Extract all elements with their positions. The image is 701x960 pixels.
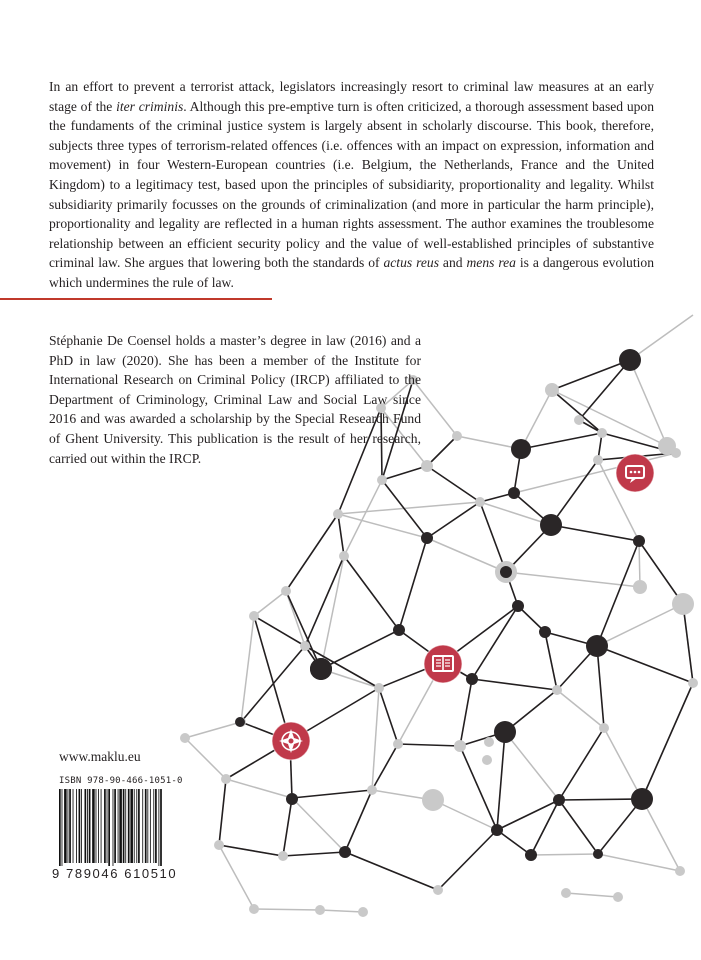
- network-edge: [345, 790, 372, 852]
- barcode-bar: [128, 789, 130, 863]
- network-edge: [345, 852, 438, 890]
- network-node: [339, 846, 351, 858]
- barcode-bar: [96, 789, 97, 863]
- barcode-bar: [130, 789, 133, 863]
- network-node: [574, 415, 584, 425]
- network-edge: [642, 799, 680, 871]
- network-edge: [551, 460, 598, 525]
- barcode-bar: [147, 789, 148, 863]
- barcode-bar: [101, 789, 102, 863]
- network-node: [421, 460, 433, 472]
- network-node: [593, 455, 603, 465]
- barcode-bar: [134, 789, 135, 863]
- network-node: [561, 888, 571, 898]
- compass-icon: [272, 722, 310, 760]
- network-edge: [552, 360, 630, 390]
- network-edge: [559, 799, 642, 800]
- network-edge: [480, 502, 551, 525]
- network-node: [511, 439, 531, 459]
- network-edge: [630, 360, 667, 446]
- barcode-bar: [118, 789, 119, 863]
- network-node: [545, 383, 559, 397]
- network-node: [494, 721, 516, 743]
- network-node: [512, 600, 524, 612]
- network-edge: [283, 798, 292, 856]
- network-edge: [506, 572, 640, 587]
- barcode-bar: [153, 789, 154, 863]
- network-edge: [683, 604, 693, 683]
- network-edge: [320, 910, 363, 912]
- network-node: [466, 673, 478, 685]
- network-edge: [559, 800, 598, 854]
- network-node: [249, 904, 259, 914]
- network-edge: [283, 852, 345, 856]
- barcode-bar: [73, 789, 74, 863]
- network-edge: [460, 679, 472, 746]
- network-edge: [286, 514, 338, 591]
- red-divider: [0, 298, 272, 300]
- network-edge: [241, 616, 254, 722]
- network-node: [475, 497, 485, 507]
- network-edge: [480, 502, 506, 572]
- barcode-bar: [62, 789, 63, 871]
- network-node: [421, 532, 433, 544]
- network-node: [688, 678, 698, 688]
- network-node: [278, 851, 288, 861]
- barcode-bar: [113, 789, 114, 871]
- network-node: [454, 740, 466, 752]
- network-edge: [344, 480, 382, 556]
- book-description: In an effort to prevent a terrorist attack, legislators increasingly resort to criminal law measures at an early stage of the iter criminis. Although this pre-emptive turn is often criticized, a thorough assessment based upon the fundaments of the criminal justice system is largely absent in scholarly discourse. This book, therefore, subjects three types of terrorism-related offences (i.e. offences with an impact on expression, information and movement) in four Western-European countries (i.e. Belgium, the Netherlands, France and the United Kingdom) to a legitimacy test, based upon the principles of subsidiarity, proportionality and legality. Whilst subsidiarity primarily focusses on the grounds of criminalization (and more in particular the harm principle), proportionality and legality are reflected in a human rights assessment. The author examines the troublesome relationship between an efficient security policy and the value of well-established principles of substantive criminal law. She argues that lowering both the standards of actus reus and mens rea is a dangerous evolution which undermines the rule of law.: [49, 79, 655, 290]
- network-node: [508, 487, 520, 499]
- network-node: [586, 635, 608, 657]
- network-node: [633, 580, 647, 594]
- network-edge: [427, 466, 480, 502]
- network-edge: [399, 538, 427, 630]
- network-node: [613, 892, 623, 902]
- chat-bubble-icon: [616, 454, 654, 492]
- network-edge: [566, 893, 618, 897]
- network-edge: [398, 744, 460, 746]
- network-edge: [321, 630, 399, 669]
- barcode-bar: [92, 789, 95, 863]
- network-edge: [497, 830, 531, 855]
- network-edge: [292, 798, 345, 852]
- network-node: [482, 755, 492, 765]
- network-edge: [604, 728, 642, 799]
- network-edge: [598, 854, 680, 871]
- network-edge: [427, 436, 457, 466]
- network-node: [281, 586, 291, 596]
- network-node: [553, 794, 565, 806]
- network-edge: [472, 679, 557, 690]
- network-node: [599, 723, 609, 733]
- network-edge: [427, 538, 506, 572]
- network-node: [525, 849, 537, 861]
- network-edge: [557, 690, 604, 728]
- barcode-bar: [87, 789, 88, 863]
- network-node: [540, 514, 562, 536]
- network-edge: [545, 632, 557, 690]
- network-node: [221, 774, 231, 784]
- barcode-bar: [150, 789, 151, 863]
- network-edge: [372, 744, 398, 790]
- network-node: [675, 866, 685, 876]
- network-edge: [497, 732, 505, 830]
- network-node: [484, 737, 494, 747]
- network-edge: [344, 556, 399, 630]
- network-edge: [472, 606, 518, 679]
- barcode-bar: [123, 789, 125, 863]
- author-bio: Stéphanie De Coensel holds a master’s degree in law (2016) and a PhD in law (2020). She has been a member of the Institute for International Research on Criminal Policy (IRCP) affiliated to the Department of Criminology, Criminal Law and Social Law since 2016 and was awarded a scholarship by the Special Research Fund of Ghent University. This publication is the result of her research, carried out within the IRCP.: [49, 333, 421, 466]
- network-node: [249, 611, 259, 621]
- network-edge: [379, 688, 398, 744]
- barcode-bar: [119, 789, 122, 863]
- network-node: [235, 717, 245, 727]
- network-node: [180, 733, 190, 743]
- barcode-bar: [64, 789, 67, 863]
- network-edge: [597, 646, 693, 683]
- network-node: [491, 824, 503, 836]
- network-node: [672, 593, 694, 615]
- barcode-bar: [158, 789, 159, 871]
- network-node: [377, 475, 387, 485]
- network-edge: [630, 315, 693, 360]
- barcode: [57, 789, 182, 871]
- network-edge: [254, 591, 286, 616]
- barcode-bar: [108, 789, 110, 871]
- barcode-bar: [160, 789, 162, 871]
- network-node: [367, 785, 377, 795]
- network-edge: [338, 502, 480, 514]
- network-node: [358, 907, 368, 917]
- network-node: [671, 448, 681, 458]
- network-node: [339, 551, 349, 561]
- barcode-bar: [68, 789, 69, 863]
- network-node: [315, 905, 325, 915]
- network-node: [597, 428, 607, 438]
- network-node: [333, 509, 343, 519]
- network-edge: [226, 779, 292, 798]
- barcode-bar: [76, 789, 77, 863]
- network-node: [631, 788, 653, 810]
- network-edge: [427, 502, 480, 538]
- barcode-bar: [145, 789, 147, 863]
- network-edge: [219, 845, 254, 909]
- network-edge: [642, 683, 693, 799]
- barcode-bar: [155, 789, 157, 863]
- book-icon: [424, 645, 462, 683]
- barcode-bar: [59, 789, 61, 871]
- barcode-bar: [104, 789, 106, 863]
- network-edge: [552, 390, 667, 446]
- barcode-bar: [114, 789, 116, 863]
- network-edge: [338, 514, 427, 538]
- network-node: [593, 849, 603, 859]
- network-node: [619, 349, 641, 371]
- network-edge: [219, 845, 283, 856]
- network-edge: [497, 800, 559, 830]
- barcode-bar: [136, 789, 137, 863]
- network-node: [500, 566, 512, 578]
- publisher-website[interactable]: www.maklu.eu: [59, 749, 141, 764]
- network-edge: [292, 790, 372, 798]
- network-edge: [219, 779, 226, 845]
- network-edge: [551, 525, 639, 541]
- network-node: [552, 685, 562, 695]
- network-edge: [254, 909, 320, 910]
- network-edge: [597, 541, 639, 646]
- network-edge: [338, 514, 344, 556]
- barcode-bar: [98, 789, 99, 863]
- network-edge: [597, 646, 604, 728]
- network-edge: [597, 604, 683, 646]
- barcode-bar: [69, 789, 71, 863]
- network-node: [374, 683, 384, 693]
- network-edge: [372, 688, 379, 790]
- isbn-label: ISBN 978-90-466-1051-0: [59, 776, 183, 786]
- network-node: [433, 885, 443, 895]
- barcode-bar: [79, 789, 81, 863]
- network-edge: [321, 556, 344, 669]
- network-node: [633, 535, 645, 547]
- network-node: [393, 739, 403, 749]
- barcode-bar: [138, 789, 140, 863]
- network-edge: [639, 541, 683, 604]
- network-edge: [286, 591, 321, 669]
- network-node: [286, 793, 298, 805]
- network-node: [539, 626, 551, 638]
- network-edge: [305, 556, 344, 646]
- network-node: [310, 658, 332, 680]
- network-edge: [531, 854, 598, 855]
- network-node: [452, 431, 462, 441]
- network-edge: [531, 800, 559, 855]
- network-edge: [185, 738, 226, 779]
- network-edge: [438, 830, 497, 890]
- network-node: [214, 840, 224, 850]
- network-node: [422, 789, 444, 811]
- barcode-bar: [89, 789, 91, 863]
- barcode-number: 9 789046 610510: [52, 866, 178, 881]
- network-node: [300, 641, 310, 651]
- network-edge: [505, 732, 559, 800]
- network-node: [393, 624, 405, 636]
- barcode-bar: [142, 789, 143, 863]
- barcode-bar: [85, 789, 87, 863]
- network-edge: [185, 722, 241, 738]
- barcode-bar: [125, 789, 126, 863]
- barcode-bar: [107, 789, 108, 863]
- network-edge: [521, 433, 602, 449]
- barcode-bar: [81, 789, 82, 863]
- network-edge: [559, 728, 604, 800]
